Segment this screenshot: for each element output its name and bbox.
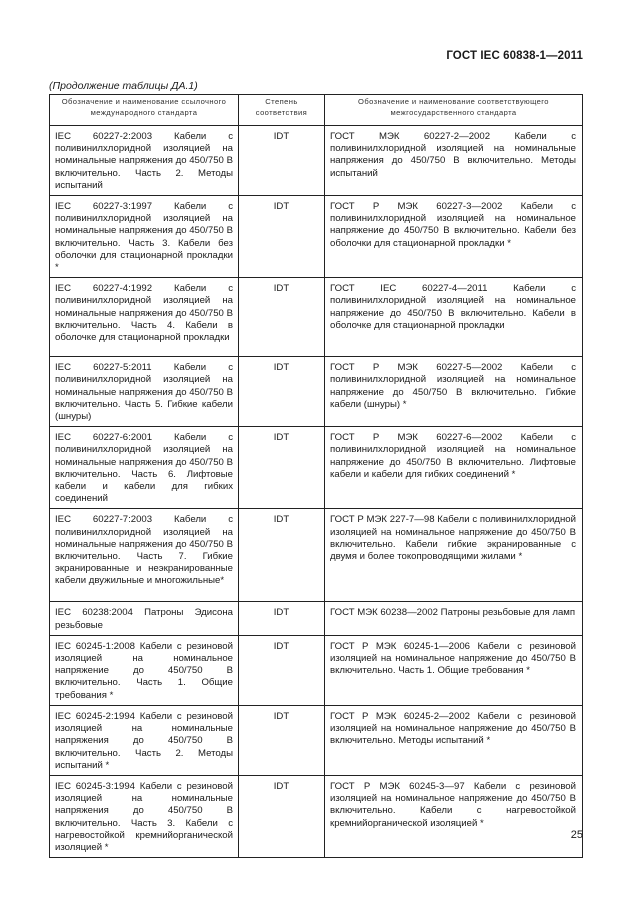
degree-cell: IDT: [239, 775, 325, 857]
interstate-standard-cell: ГОСТ МЭК 60227-2—2002 Кабели с поливинилхлоридной изоляцией на номинальные напряжения до 450/750 В включительно. Методы испытаний: [325, 126, 583, 196]
interstate-standard-cell: ГОСТ Р МЭК 60245-1—2006 Кабели с резиновой изоляцией на номинальное напряжение до 450/750 В включительно. Часть 1. Общие требования *: [325, 635, 583, 705]
degree-cell: IDT: [239, 196, 325, 278]
degree-cell: IDT: [239, 126, 325, 196]
interstate-standard-cell: ГОСТ Р МЭК 60245-3—97 Кабели с резиновой изоляцией на номинальное напряжение до 450/750 В включительно. Кабели с нагревостойкой кремнийорганической изоляцией *: [325, 775, 583, 857]
correspondence-table: [49, 94, 583, 858]
column-header-international-standard: Обозначение и наименование ссылочного международного стандарта: [50, 95, 239, 126]
degree-cell: IDT: [239, 278, 325, 357]
table-row: [50, 775, 583, 857]
degree-cell: IDT: [239, 357, 325, 427]
interstate-standard-cell: ГОСТ Р МЭК 227-7—98 Кабели с поливинилхлоридной изоляцией на номинальное напряжение до 450/750 В включительно. Кабели гибкие экранированные с двумя и более токопроводящими жилами *: [325, 509, 583, 602]
table-row: [50, 278, 583, 357]
international-standard-cell: IEC 60227-2:2003 Кабели с поливинилхлоридной изоляцией на номинальные напряжения до 450/750 В включительно. Часть 2. Методы испытаний: [50, 126, 239, 196]
table-header-row: [50, 95, 583, 126]
international-standard-cell: IEC 60227-7:2003 Кабели с поливинилхлоридной изоляцией на номинальные напряжения до 450/750 В включительно. Часть 7. Гибкие экранированные и неэкранированные кабели двужильные и многожильные*: [50, 509, 239, 602]
table-row: [50, 635, 583, 705]
interstate-standard-cell: ГОСТ Р МЭК 60227-3—2002 Кабели с поливинилхлоридной изоляцией на номинальное напряжение до 450/750 В включительно. Кабели без оболочки для стационарной прокладки *: [325, 196, 583, 278]
international-standard-cell: IEC 60227-3:1997 Кабели с поливинилхлоридной изоляцией на номинальные напряжения до 450/750 В включительно. Часть 3. Кабели без оболочки для стационарной прокладки *: [50, 196, 239, 278]
column-header-degree: Степень соответствия: [239, 95, 325, 126]
table-row: [50, 602, 583, 635]
column-header-interstate-standard: Обозначение и наименование соответствующего межгосударственного стандарта: [325, 95, 583, 126]
degree-cell: IDT: [239, 427, 325, 509]
interstate-standard-cell: ГОСТ Р МЭК 60245-2—2002 Кабели с резиновой изоляцией на номинальное напряжение до 450/750 В включительно. Методы испытаний *: [325, 705, 583, 775]
international-standard-cell: IEC 60227-6:2001 Кабели с поливинилхлоридной изоляцией на номинальные напряжения до 450/750 В включительно. Часть 6. Лифтовые кабели и кабели для гибких соединений: [50, 427, 239, 509]
table-row: [50, 509, 583, 602]
interstate-standard-cell: ГОСТ IEC 60227-4—2011 Кабели с поливинилхлоридной изоляцией на номинальное напряжение до 450/750 В включительно. Кабели в оболочке для стационарной прокладки: [325, 278, 583, 357]
table-row: [50, 126, 583, 196]
international-standard-cell: IEC 60238:2004 Патроны Эдисона резьбовые: [50, 602, 239, 635]
international-standard-cell: IEC 60227-5:2011 Кабели с поливинилхлоридной изоляцией на номинальные напряжения до 450/750 В включительно. Часть 5. Гибкие кабели (шнуры): [50, 357, 239, 427]
standard-code: ГОСТ IEC 60838-1—2011: [446, 50, 583, 62]
table-row: [50, 705, 583, 775]
table-row: [50, 427, 583, 509]
page-number: 25: [570, 829, 583, 841]
international-standard-cell: IEC 60227-4:1992 Кабели с поливинилхлоридной изоляцией на номинальные напряжения до 450/750 В включительно. Часть 4. Кабели в оболочке для стационарной прокладки: [50, 278, 239, 357]
international-standard-cell: IEC 60245-2:1994 Кабели с резиновой изоляцией на номинальные напряжения до 450/750 В включительно. Часть 2. Методы испытаний *: [50, 705, 239, 775]
degree-cell: IDT: [239, 635, 325, 705]
interstate-standard-cell: ГОСТ Р МЭК 60227-5—2002 Кабели с поливинилхлоридной изоляцией на номинальное напряжение до 450/750 В включительно. Гибкие кабели (шнуры) *: [325, 357, 583, 427]
degree-cell: IDT: [239, 602, 325, 635]
degree-cell: IDT: [239, 705, 325, 775]
degree-cell: IDT: [239, 509, 325, 602]
interstate-standard-cell: ГОСТ МЭК 60238—2002 Патроны резьбовые для ламп: [325, 602, 583, 635]
interstate-standard-cell: ГОСТ Р МЭК 60227-6—2002 Кабели с поливинилхлоридной изоляцией на номинальное напряжение до 450/750 В включительно. Лифтовые кабели и кабели для гибких соединений *: [325, 427, 583, 509]
table-continuation-caption: (Продолжение таблицы ДА.1): [49, 80, 198, 92]
international-standard-cell: IEC 60245-1:2008 Кабели с резиновой изоляцией на номинальное напряжение до 450/750 В включительно. Часть 1. Общие требования *: [50, 635, 239, 705]
table-row: [50, 357, 583, 427]
international-standard-cell: IEC 60245-3:1994 Кабели с резиновой изоляцией на номинальные напряжения до 450/750 В включительно. Часть 3. Кабели с нагревостойкой кремнийорганической изоляцией *: [50, 775, 239, 857]
table-row: [50, 196, 583, 278]
